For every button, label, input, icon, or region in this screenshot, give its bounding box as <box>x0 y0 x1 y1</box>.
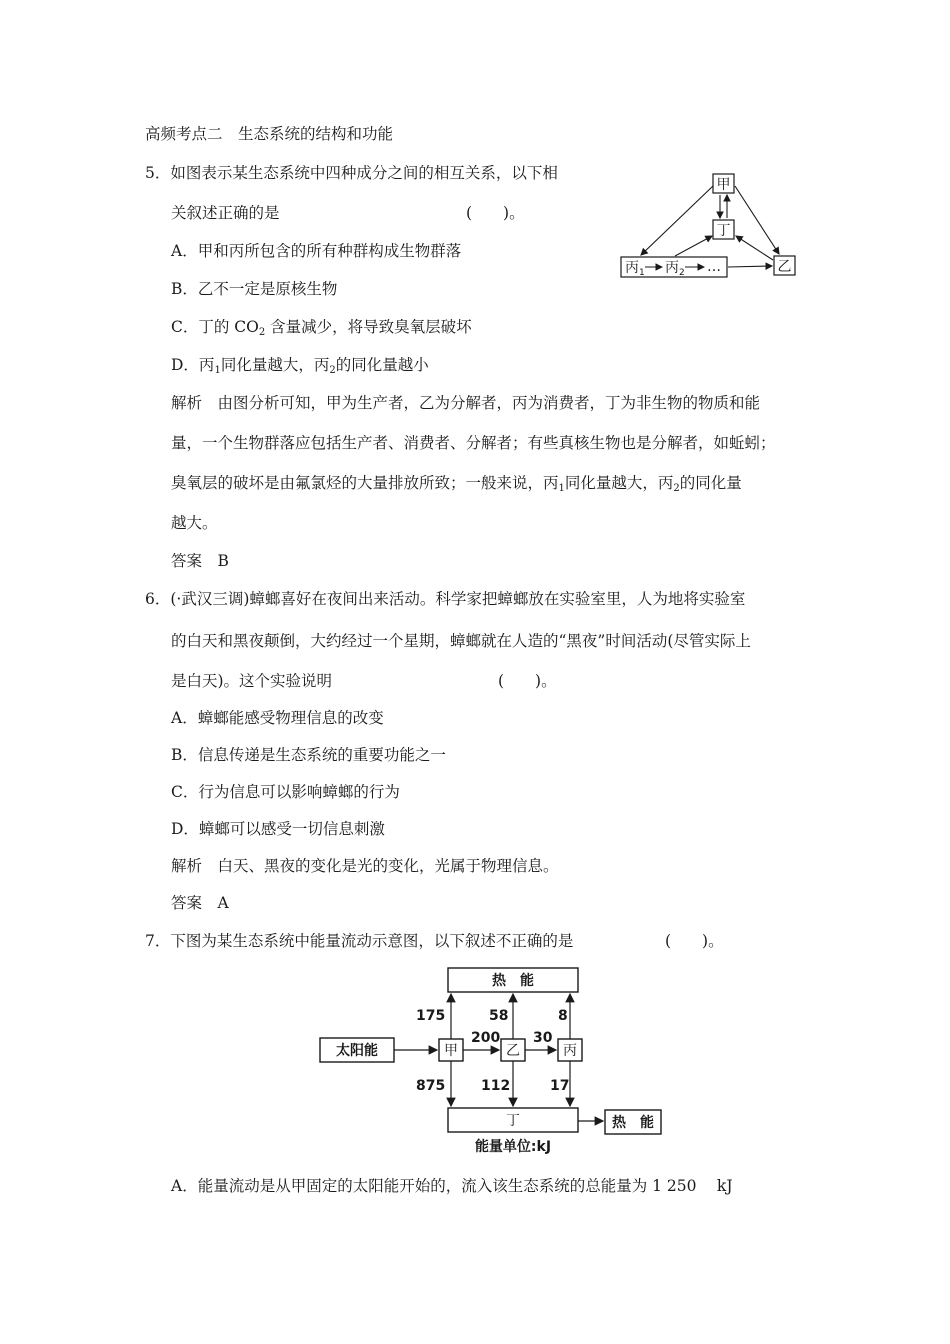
q6-number: 6． <box>145 590 171 608</box>
q5-analysis-sub2: 2 <box>673 483 680 494</box>
q6-answer: 答案 A <box>171 894 229 912</box>
q6-analysis: 解析 白天、黑夜的变化是光的变化，光属于物理信息。 <box>171 857 559 875</box>
q6-stem-line2: 的白天和黑夜颠倒，大约经过一个星期，蟑螂就在人造的“黑夜”时间活动(尽管实际上 <box>171 632 751 650</box>
q7-value-112: 112 <box>481 1078 511 1094</box>
q5-stem-line1 <box>145 163 558 183</box>
q7-option-a: A．能量流动是从甲固定的太阳能开始的，流入该生态系统的总能量为 1 250 kJ <box>171 1177 733 1195</box>
q7-stem-text: 下图为某生态系统中能量流动示意图，以下叙述不正确的是 <box>170 932 574 950</box>
q6-answer-blank: ( )。 <box>498 672 557 690</box>
q5-number: 5． <box>145 164 171 182</box>
q7-value-17: 17 <box>550 1078 570 1094</box>
q5-analysis-line3-text2: 同化量越大，丙 <box>564 474 674 492</box>
q6-stem-line3: 是白天)。这个实验说明 <box>171 672 333 690</box>
q5-option-d-text: D．丙 <box>171 356 215 374</box>
q7-node-jia-label: 甲 <box>444 1043 458 1059</box>
section-title: 高频考点二 生态系统的结构和功能 <box>145 125 394 143</box>
q5-analysis-line1: 解析 由图分析可知，甲为生产者，乙为分解者，丙为消费者，丁为非生物的物质和能 <box>171 394 761 412</box>
q7-number: 7． <box>145 932 171 950</box>
q5-node-yi-label: 乙 <box>777 259 792 275</box>
q5-option-d <box>171 355 429 381</box>
q7-value-175: 175 <box>416 1008 446 1024</box>
q7-value-200: 200 <box>471 1030 501 1046</box>
q5-arrow-jia-bing <box>641 186 713 255</box>
q7-node-bing-label: 丙 <box>563 1043 577 1059</box>
q5-node-bing2-sub: 2 <box>679 268 685 278</box>
q5-option-c-text2: 含量减少，将导致臭氧层破坏 <box>265 318 472 336</box>
q5-arrow-yi-ding <box>736 236 773 260</box>
q6-option-c: C．行为信息可以影响蟑螂的行为 <box>171 783 400 801</box>
q7-stem <box>145 931 573 951</box>
q7-answer-blank: ( )。 <box>665 932 724 950</box>
q7-value-58: 58 <box>489 1008 509 1024</box>
q5-answer: 答案 B <box>171 552 229 570</box>
q5-arrow-jia-yi <box>735 186 779 254</box>
q5-analysis-line3 <box>171 473 742 499</box>
q7-heat-right-label: 热 能 <box>612 1115 654 1131</box>
q6-stem-line1 <box>145 589 745 609</box>
q5-ecosystem-diagram <box>615 168 800 283</box>
q5-stem-line2 <box>171 203 280 223</box>
q5-analysis-line2: 量，一个生物群落应包括生产者、消费者、分解者；有些真核生物也是分解者，如蚯蚓； <box>171 434 776 452</box>
q5-stem-text: 如图表示某生态系统中四种成分之间的相互关系，以下相 <box>170 164 558 182</box>
q7-unit-label: 能量单位:kJ <box>474 1139 552 1155</box>
q7-value-875: 875 <box>416 1078 446 1094</box>
q5-option-d-text3: 的同化量越小 <box>335 356 429 374</box>
q5-arrow-bing-yi <box>728 266 772 267</box>
q6-stem-text: (·武汉三调)蟑螂喜好在夜间出来活动。科学家把蟑螂放在实验室里，人为地将实验室 <box>170 590 746 608</box>
q5-answer-blank: ( )。 <box>466 204 525 222</box>
q7-sun-label: 太阳能 <box>336 1043 378 1059</box>
q5-node-bing1-label: 丙 <box>625 260 639 276</box>
q5-analysis-sub1: 1 <box>558 483 565 494</box>
q5-node-ding-label: 丁 <box>716 223 731 239</box>
q5-option-a: A．甲和丙所包含的所有种群构成生物群落 <box>171 242 462 260</box>
q7-heat-top-label: 热 能 <box>492 973 534 989</box>
q5-analysis-line3-text3: 的同化量 <box>679 474 742 492</box>
q6-option-b: B．信息传递是生态系统的重要功能之一 <box>171 746 446 764</box>
q7-node-ding-label: 丁 <box>506 1113 520 1129</box>
q5-analysis-line4: 越大。 <box>171 514 218 532</box>
q5-option-c <box>171 317 472 343</box>
q5-option-b: B．乙不一定是原核生物 <box>171 280 338 298</box>
q7-value-8: 8 <box>558 1008 568 1024</box>
q5-node-bing2-label: 丙 <box>665 260 679 276</box>
q7-value-30: 30 <box>533 1030 553 1046</box>
q6-option-a: A．蟑螂能感受物理信息的改变 <box>171 709 384 727</box>
q5-analysis-line3-text: 臭氧层的破坏是由氟氯烃的大量排放所致；一般来说，丙 <box>171 474 559 492</box>
q5-node-bing1-sub: 1 <box>639 268 645 278</box>
q5-node-jia-label: 甲 <box>716 177 731 193</box>
q5-option-d-text2: 同化量越大，丙 <box>220 356 330 374</box>
q5-option-d-sub2: 2 <box>329 365 336 376</box>
q5-option-d-sub1: 1 <box>214 365 221 376</box>
q5-option-c-subscript: 2 <box>258 327 266 338</box>
q7-energy-flow-diagram <box>318 962 663 1162</box>
q5-stem-text2: 关叙述正确的是 <box>171 204 280 222</box>
q5-arrow-bing-ding <box>675 236 712 256</box>
q5-option-c-text: C．丁的 CO <box>171 318 259 336</box>
q7-node-yi-label: 乙 <box>506 1043 520 1059</box>
q6-option-d: D．蟑螂可以感受一切信息刺激 <box>171 820 385 838</box>
q5-dots: … <box>707 259 721 275</box>
